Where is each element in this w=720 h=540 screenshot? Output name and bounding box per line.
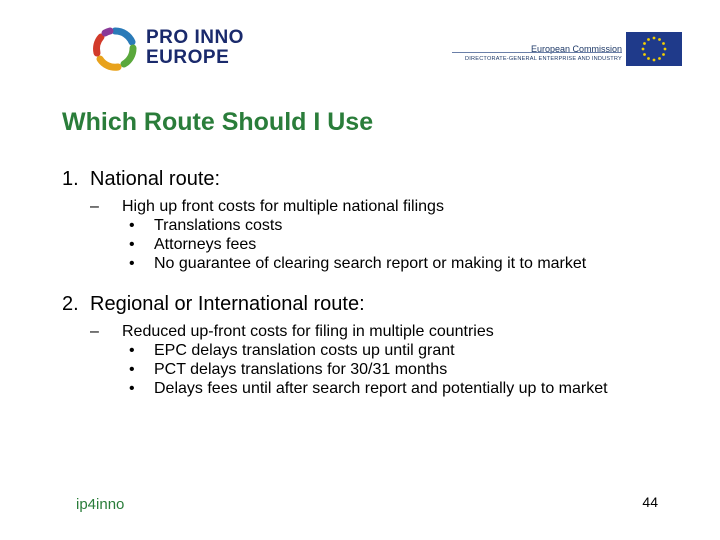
slide-body bbox=[62, 167, 702, 398]
footer-brand: ip4inno bbox=[76, 496, 125, 513]
logo-line-1: PRO INNO bbox=[146, 27, 244, 48]
bullet-item bbox=[62, 235, 702, 254]
dash-marker: – bbox=[90, 198, 99, 215]
page-number: 44 bbox=[642, 494, 658, 510]
logo-line-2: EUROPE bbox=[146, 47, 230, 68]
sub-item-text: Reduced up-front costs for filing in multiple countries bbox=[122, 323, 494, 340]
numbered-item bbox=[62, 292, 702, 316]
bullet-text: EPC delays translation costs up until grant bbox=[154, 342, 455, 359]
item-number: 1. bbox=[62, 168, 79, 190]
ec-name: European Commission bbox=[530, 44, 622, 54]
bullet-text: Delays fees until after search report and potentially up to market bbox=[154, 380, 608, 397]
bullet-icon: • bbox=[129, 380, 135, 397]
slide-header bbox=[0, 0, 720, 80]
eu-flag-icon bbox=[626, 32, 682, 66]
slide-title: Which Route Should I Use bbox=[62, 108, 374, 136]
bullet-icon: • bbox=[129, 255, 135, 272]
bullet-text: Translations costs bbox=[154, 217, 283, 234]
pinwheel-logo-icon bbox=[92, 26, 138, 72]
numbered-item bbox=[62, 167, 702, 191]
bullet-item bbox=[62, 254, 702, 273]
ec-divider bbox=[452, 52, 622, 53]
item-label: National route: bbox=[90, 168, 221, 190]
bullet-item bbox=[62, 360, 702, 379]
bullet-item bbox=[62, 216, 702, 235]
bullet-item bbox=[62, 341, 702, 360]
route-item-regional bbox=[62, 292, 702, 398]
logo-wordmark bbox=[146, 28, 244, 68]
pro-inno-europe-logo bbox=[92, 26, 262, 72]
bullet-text: No guarantee of clearing search report or making it to market bbox=[154, 255, 587, 272]
bullet-icon: • bbox=[129, 236, 135, 253]
bullet-item bbox=[62, 379, 614, 398]
route-item-national bbox=[62, 167, 702, 273]
item-label: Regional or International route: bbox=[90, 293, 365, 315]
bullet-text: PCT delays translations for 30/31 months bbox=[154, 361, 448, 378]
sub-item bbox=[62, 322, 702, 341]
dash-marker: – bbox=[90, 323, 99, 340]
item-number: 2. bbox=[62, 293, 79, 315]
bullet-icon: • bbox=[129, 361, 135, 378]
bullet-icon: • bbox=[129, 217, 135, 234]
bullet-icon: • bbox=[129, 342, 135, 359]
european-commission-block bbox=[452, 30, 682, 70]
sub-item bbox=[62, 197, 702, 216]
bullet-text: Attorneys fees bbox=[154, 236, 257, 253]
sub-item-text: High up front costs for multiple national filings bbox=[122, 198, 444, 215]
ec-directorate: DIRECTORATE-GENERAL ENTERPRISE AND INDUSTRY bbox=[465, 56, 622, 62]
